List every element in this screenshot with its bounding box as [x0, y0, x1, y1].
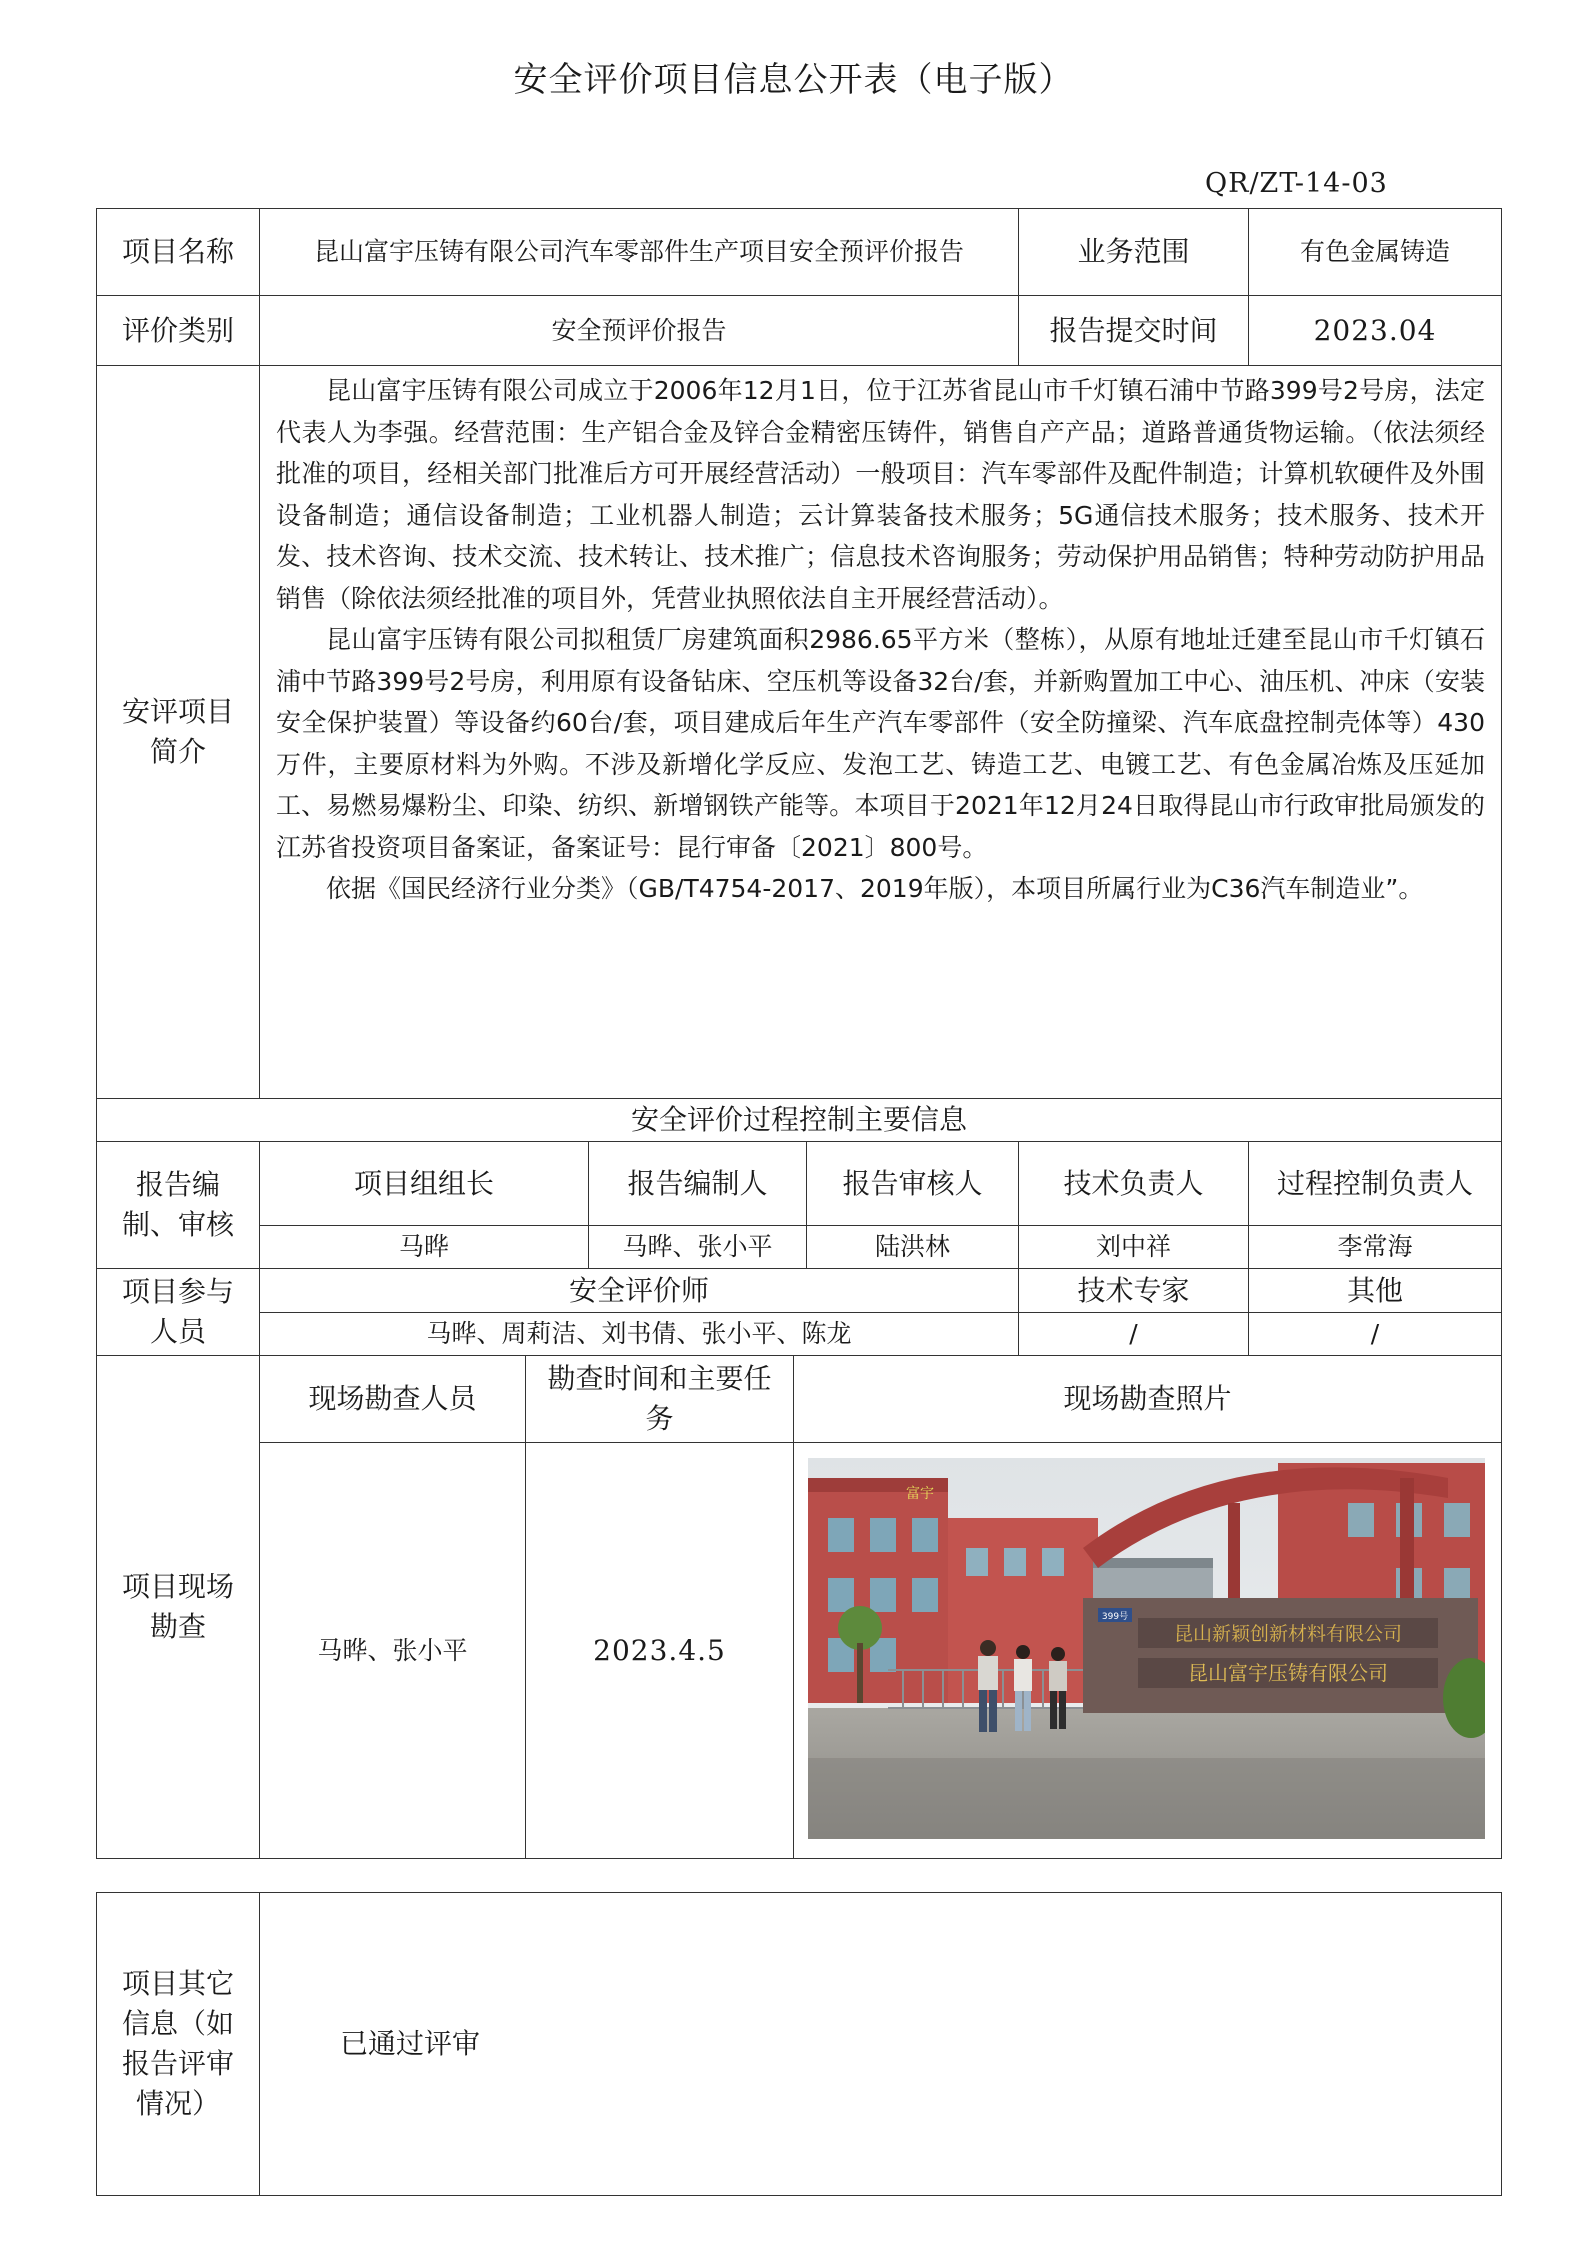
site-photo [808, 1458, 1485, 1839]
label-eval-type: 评价类别 [96, 295, 260, 366]
label-participants: 项目参与人员 [96, 1268, 260, 1356]
header-report-author: 报告编制人 [588, 1141, 807, 1226]
value-report-author: 马晔、张小平 [588, 1225, 807, 1269]
process-header: 安全评价过程控制主要信息 [96, 1098, 1502, 1142]
header-survey-time-task: 勘查时间和主要任务 [525, 1355, 794, 1443]
value-survey-date: 2023.4.5 [525, 1442, 794, 1859]
intro-text [259, 365, 1502, 1099]
value-safety-assessors: 马晔、周莉洁、刘书倩、张小平、陈龙 [259, 1312, 1019, 1356]
page-title: 安全评价项目信息公开表（电子版） [513, 60, 1074, 100]
header-report-reviewer: 报告审核人 [806, 1141, 1019, 1226]
value-eval-type: 安全预评价报告 [259, 295, 1019, 366]
header-tech-lead: 技术负责人 [1018, 1141, 1249, 1226]
header-other: 其他 [1248, 1268, 1502, 1313]
photo-sign-fuyu: 富宇 [906, 1486, 934, 1502]
value-tech-lead: 刘中祥 [1018, 1225, 1249, 1269]
value-submit-time: 2023.04 [1248, 295, 1502, 366]
label-other-info: 项目其它信息（如报告评审情况） [96, 1892, 260, 2196]
header-tech-expert: 技术专家 [1018, 1268, 1249, 1313]
label-compile-review: 报告编制、审核 [96, 1141, 260, 1269]
intro-paragraph: 依据《国民经济行业分类》（GB/T4754-2017、2019年版），本项目所属行业为C36汽车制造业”。 [326, 874, 1424, 903]
value-report-reviewer: 陆洪林 [806, 1225, 1019, 1269]
value-project-name: 昆山富宇压铸有限公司汽车零部件生产项目安全预评价报告 [259, 208, 1019, 296]
label-business-scope: 业务范围 [1018, 208, 1249, 296]
header-process-lead: 过程控制负责人 [1248, 1141, 1502, 1226]
value-survey-people: 马晔、张小平 [259, 1442, 526, 1859]
value-tech-expert: / [1018, 1312, 1249, 1356]
value-team-leader: 马晔 [259, 1225, 589, 1269]
label-project-name: 项目名称 [96, 208, 260, 296]
value-other: / [1248, 1312, 1502, 1356]
photo-sign-lower: 昆山富宇压铸有限公司 [1188, 1661, 1388, 1685]
photo-sign-upper: 昆山新颖创新材料有限公司 [1173, 1623, 1403, 1645]
value-business-scope: 有色金属铸造 [1248, 208, 1502, 296]
header-survey-people: 现场勘查人员 [259, 1355, 526, 1443]
document-code: QR/ZT-14-03 [1205, 168, 1388, 199]
photo-sign-number: 399号 [1101, 1612, 1129, 1622]
label-intro: 安评项目简介 [96, 365, 260, 1099]
header-safety-assessor: 安全评价师 [259, 1268, 1019, 1313]
label-submit-time: 报告提交时间 [1018, 295, 1249, 366]
label-site-survey: 项目现场勘查 [96, 1355, 260, 1859]
value-other-info: 已通过评审 [259, 1892, 1502, 2196]
header-survey-photo: 现场勘查照片 [793, 1355, 1502, 1443]
intro-paragraph: 昆山富宇压铸有限公司拟租赁厂房建筑面积2986.65平方米（整栋），从原有地址迁建至昆山市千灯镇石浦中节路399号2号房，利用原有设备钻床、空压机等设备32台/套，并新购置加工中心、油压机、冲床（安装安全保护装置）等设备约60台/套，项目建成后年生产汽车零部件（安全防撞梁、汽车底盘控制壳体等）430万件，主要原材料为外购。不涉及新增化学反应、发泡工艺、铸造工艺、电镀工艺、有色金属冶炼及压延加工、易燃易爆粉尘、印染、纺织、新增钢铁产能等。本项目于2021年12月24日取得昆山市行政审批局颁发的江苏省投资项目备案证，备案证号：昆行审备〔2021〕800号。 [276, 625, 1485, 862]
value-process-lead: 李常海 [1248, 1225, 1502, 1269]
intro-paragraph: 昆山富宇压铸有限公司成立于2006年12月1日，位于江苏省昆山市千灯镇石浦中节路399号2号房，法定代表人为李强。经营范围：生产铝合金及锌合金精密压铸件，销售自产产品；道路普通货物运输。（依法须经批准的项目，经相关部门批准后方可开展经营活动）一般项目：汽车零部件及配件制造；计算机软硬件及外围设备制造；通信设备制造；工业机器人制造；云计算装备技术服务；5G通信技术服务；技术服务、技术开发、技术咨询、技术交流、技术转让、技术推广；信息技术咨询服务；劳动保护用品销售；特种劳动防护用品销售（除依法须经批准的项目外，凭营业执照依法自主开展经营活动）。 [276, 376, 1485, 613]
header-team-leader: 项目组组长 [259, 1141, 589, 1226]
